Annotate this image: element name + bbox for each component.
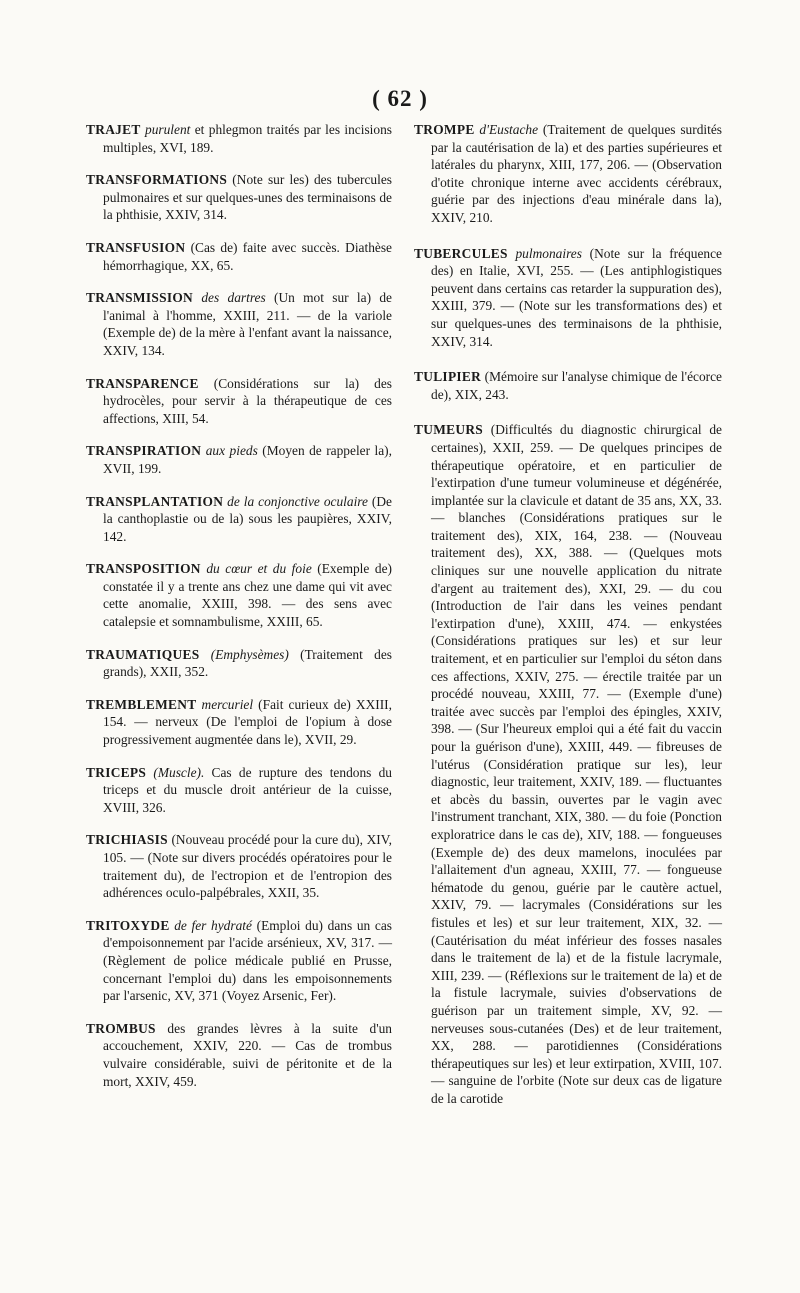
- entry-qualifier: (Emphysèmes): [210, 646, 289, 662]
- index-entry: [414, 245, 722, 351]
- index-entry: [86, 831, 392, 901]
- entry-text: (Moyen de rappeler la), XVII, 199.: [103, 443, 392, 476]
- index-entry: [86, 646, 392, 681]
- entry-qualifier: de fer hydraté: [174, 917, 252, 933]
- entry-term: TRITOXYDE: [86, 917, 170, 933]
- entry-term: TRICHIASIS: [86, 832, 168, 848]
- entry-text: (Cas de) faite avec succès. Diathèse hémorrhagique, XX, 65.: [103, 239, 392, 273]
- entry-text: des grandes lèvres à la suite d'un accouchement, XXIV, 220. — Cas de trombus vulvaire considérable, suivi de péritonite et de la mort, XXIV, 459.: [103, 1020, 392, 1089]
- entry-text: (Nouveau procédé pour la cure du), XIV, 105. — (Note sur divers procédés opératoires pour le traitement du), de l'ectropion et de l'entropion des adhérences oculo-palpébrales, XXII, 35.: [103, 832, 392, 901]
- entry-text: (Fait curieux de) XXIII, 154. — nerveux (De l'emploi de l'opium à dose progressivement augmentée dans le), XVII, 29.: [103, 696, 392, 748]
- index-entry: [86, 696, 392, 749]
- index-entry: [86, 560, 392, 630]
- index-entry: [414, 121, 722, 227]
- entry-qualifier: de la conjonctive oculaire: [227, 493, 368, 509]
- entry-text: (Difficultés du diagnostic chirurgical de certaines), XXII, 259. — De quelques principes de thérapeutique opératoire, et en particulier de l'extirpation d'une tumeur volumineuse et dégénérée, implantée sur la clavicule et datant de 35 ans, XX, 33. — blanches (Considérations pratiques sur le traitement des), XIX, 164, 238. — (Nouveau traitement des), XX, 388. — (Quelques mots cliniques sur une nouvelle application du nitrate d'argent au traitement des), XXI, 29. — du cou (Introduction de l'air dans les veines pendant l'extirpation d'une), XXIII, 474. — enkystées (Considérations pratiques sur les) et sur leur traitement, et en particulier sur l'emploi du séton dans ces affections, XXIV, 275. — érectile traitée par un procédé nouveau, XXIII, 77. — (Exemple d'une) traitée avec succès par l'emploi des épingles, XXIV, 398. — (Sur l'heureux emploi qui a été fait du vaccin pour la guérison d'une), XXIII, 449. — fibreuses de l'utérus (Considération pratique sur les), leur diagnostic, leur traitement, XXIV, 189. — fluctuantes et abcès du bassin, ouvertes par le vagin avec l'instrument tranchant, XIX, 380. — du foie (Ponction exploratrice dans le cas de), XIV, 188. — fongueuses (Exemple de) des deux mamelons, inoculées par l'allaitement d'un agneau, XXIII, 77. — fongueuse hématode du genou, guérie par le cautère actuel, XXIV, 79. — lacrymales (Considérations sur les fistules et les) et sur leur traitement, XIX, 32. — (Cautérisation du méat inférieur des fosses nasales dans le traitement de la) et de la fistule lacrymale, XIII, 239. — (Réflexions sur le traitement de la) et de la fistule lacrymale, suivies d'observations de guérison par un traitement simple, XV, 92. — nerveuses sous-cutanées (Des) et de leur traitement, XX, 288. — parotidiennes (Considérations thérapeutiques sur les) et leur extirpation, XVIII, 107. — sanguine de l'orbite (Note sur deux cas de ligature de la carotide: [431, 422, 722, 1106]
- entry-text: (Traitement des grands), XXII, 352.: [103, 646, 392, 680]
- entry-text: (Exemple de) constatée il y a trente ans chez une dame qui vit avec cette anomalie, XXIII, 398. — des sens avec catalepsie et somnambulisme, XXIII, 65.: [103, 561, 392, 630]
- page-number: ( 62 ): [372, 86, 428, 111]
- left-column: [86, 121, 392, 1105]
- entry-text: (Note sur les) des tubercules pulmonaires et sur quelques-unes des terminaisons de la phthisie, XXIV, 314.: [103, 172, 392, 223]
- entry-text: (Emploi du) dans un cas d'empoisonnement par l'acide arsénieux, XV, 317. — (Règlement de police médicale publié en Prusse, concernant l'emploi du) dans les empoisonnements par l'arsenic, XV, 371 (Voyez Arsenic, Fer).: [103, 917, 392, 1004]
- entry-qualifier: purulent: [145, 122, 191, 137]
- entry-qualifier: des dartres: [201, 290, 266, 306]
- entry-term: TRANSPOSITION: [86, 561, 201, 577]
- entry-term: TROMPE: [414, 122, 475, 137]
- entry-term: TRANSMISSION: [86, 290, 194, 306]
- entry-text: Cas de rupture des tendons du triceps et du muscle droit antérieur de la cuisse, XVIII, 326.: [103, 764, 392, 815]
- entry-qualifier: (Muscle).: [153, 764, 205, 780]
- index-entry: [414, 421, 722, 1107]
- index-entry: [86, 375, 392, 428]
- entry-qualifier: pulmonaires: [515, 245, 582, 261]
- index-entry: [86, 239, 392, 274]
- index-entry: [86, 442, 392, 477]
- entry-term: TRICEPS: [86, 764, 147, 780]
- entry-term: TUMEURS: [414, 422, 484, 438]
- entry-term: TROMBUS: [86, 1020, 156, 1036]
- index-entry: [86, 764, 392, 817]
- index-entry: [86, 121, 392, 156]
- entry-text: (Un mot sur la) de l'animal à l'homme, XXIII, 211. — de la variole (Exemple de) de la mère à l'enfant avant la naissance, XXIV, 134.: [103, 290, 392, 358]
- index-entry: [414, 368, 722, 403]
- index-entry: [86, 289, 392, 359]
- entry-text: (Considérations sur la) des hydrocèles, pour servir à la thérapeutique de ces affections, XIII, 54.: [103, 375, 392, 426]
- entry-term: TRAUMATIQUES: [86, 646, 200, 662]
- entry-qualifier: du cœur et du foie: [206, 561, 312, 577]
- entry-term: TRANSFUSION: [86, 239, 186, 255]
- index-entry: [86, 493, 392, 546]
- right-column: [414, 121, 722, 1125]
- entry-term: TRAJET: [86, 122, 141, 137]
- entry-qualifier: aux pieds: [205, 443, 258, 459]
- entry-text: et phlegmon traités par les incisions multiples, XVI, 189.: [103, 122, 392, 155]
- entry-term: TRANSPLANTATION: [86, 493, 224, 509]
- entry-term: TRANSFORMATIONS: [86, 172, 228, 188]
- index-entry: [86, 171, 392, 224]
- entry-qualifier: mercuriel: [201, 696, 254, 712]
- entry-qualifier: d'Eustache: [479, 122, 539, 137]
- entry-term: TRANSPARENCE: [86, 375, 199, 391]
- entry-text: (Traitement de quelques surdités par la cautérisation de la) et des parties supérieures et latérales du pharynx, XIII, 177, 206. — (Observation d'otite chronique interne avec accidents cérébraux, guérie par des injections d'eau minérale dans la), XXIV, 210.: [431, 122, 722, 225]
- entry-term: TUBERCULES: [414, 245, 508, 261]
- entry-term: TULIPIER: [414, 369, 482, 385]
- entry-term: TRANSPIRATION: [86, 443, 202, 459]
- entry-term: TREMBLEMENT: [86, 696, 197, 712]
- index-entry: [86, 1020, 392, 1090]
- entry-text: (Note sur la fréquence des) en Italie, XVI, 255. — (Les antiphlogistiques peuvent dans certains cas retarder la suppuration des), XXIII, 379. — (Note sur les transformations des) et sur quelques-unes des terminaisons de la phthisie, XXIV, 314.: [431, 245, 722, 349]
- index-entry: [86, 917, 392, 1005]
- entry-text: (Mémoire sur l'analyse chimique de l'écorce de), XIX, 243.: [431, 369, 722, 402]
- entry-text: (De la canthoplastie ou de la) sous les paupières, XXIV, 142.: [103, 493, 392, 544]
